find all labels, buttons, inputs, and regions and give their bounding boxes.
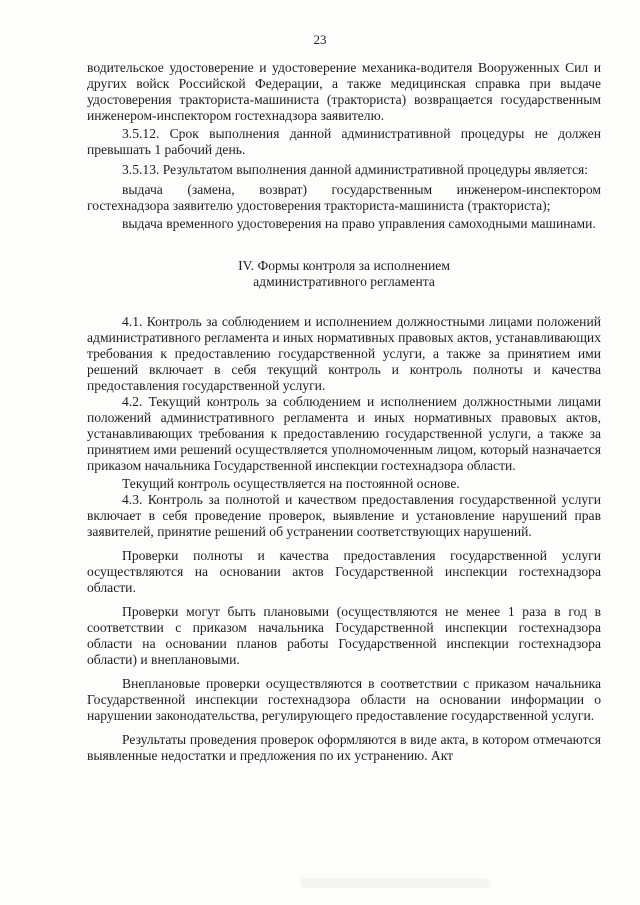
paragraph-unplanned-inspections: Внеплановые проверки осуществляются в соответствии с приказом начальника Государственной инспекции гостехнадзора области на основании информации о нарушении законодательства, регулирующего предоставление государственной услуги. bbox=[87, 676, 601, 723]
paragraph-4-3: 4.3. Контроль за полнотой и качеством предоставления государственной услуги включает в себя проведение проверок, выявление и установление нарушений прав заявителей, принятие решений об устранении соответствующих нарушений. bbox=[87, 492, 601, 539]
paragraph-inspections-basis: Проверки полноты и качества предоставления государственной услуги осуществляются на основании актов Государственной инспекции гостехнадзора области. bbox=[87, 548, 601, 595]
paragraph-4-2: 4.2. Текущий контроль за соблюдением и исполнением должностными лицами положений административного регламента и иных нормативных правовых актов, устанавливающих требования к предоставлению государственной услуги, а также за принятием ими решений осуществляется уполномоченным лицом, который назначается приказом начальника Государственной инспекции гостехнадзора области. bbox=[87, 394, 601, 473]
paragraph-result-temporary: выдача временного удостоверения на право управления самоходными машинами. bbox=[122, 216, 596, 231]
section-heading-line1: IV. Формы контроля за исполнением bbox=[238, 258, 450, 273]
paragraph-continuation: водительское удостоверение и удостоверение механика-водителя Вооруженных Сил и других войск Российской Федерации, а также медицинская справка при выдаче удостоверения тракториста-машиниста (тракториста) возвращается государственным инженером-инспектором гостехнадзора заявителю. bbox=[87, 60, 601, 123]
section-heading-line2: административного регламента bbox=[253, 274, 435, 289]
paragraph-3-5-13: 3.5.13. Результатом выполнения данной административной процедуры является: bbox=[122, 162, 589, 177]
paragraph-result-issue: выдача (замена, возврат) государственным инженером-инспектором гостехнадзора заявителю удостоверения тракториста-машиниста (тракториста); bbox=[87, 182, 601, 213]
paragraph-planned-inspections: Проверки могут быть плановыми (осуществляются не менее 1 раза в год в соответствии с приказом начальника Государственной инспекции гостехнадзора области на основании планов работы Государственной инспекции гостехнадзора области) и внеплановыми. bbox=[87, 604, 601, 667]
scan-artifact bbox=[300, 878, 490, 888]
section-heading bbox=[87, 258, 601, 290]
paragraph-4-1: 4.1. Контроль за соблюдением и исполнением должностными лицами положений административного регламента и иных нормативных правовых актов, устанавливающих требования к предоставлению государственной услуги, а также за принятием ими решений включает в себя текущий контроль и контроль полноты и качества предоставления государственной услуги. bbox=[87, 314, 601, 393]
paragraph-ongoing-control: Текущий контроль осуществляется на постоянной основе. bbox=[122, 476, 460, 491]
document-body bbox=[87, 60, 601, 764]
paragraph-inspection-results: Результаты проведения проверок оформляются в виде акта, в котором отмечаются выявленные недостатки и предложения по их устранению. Акт bbox=[87, 732, 601, 763]
paragraph-3-5-12: 3.5.12. Срок выполнения данной административной процедуры не должен превышать 1 рабочий день. bbox=[87, 126, 601, 157]
page-number: 23 bbox=[313, 32, 327, 47]
